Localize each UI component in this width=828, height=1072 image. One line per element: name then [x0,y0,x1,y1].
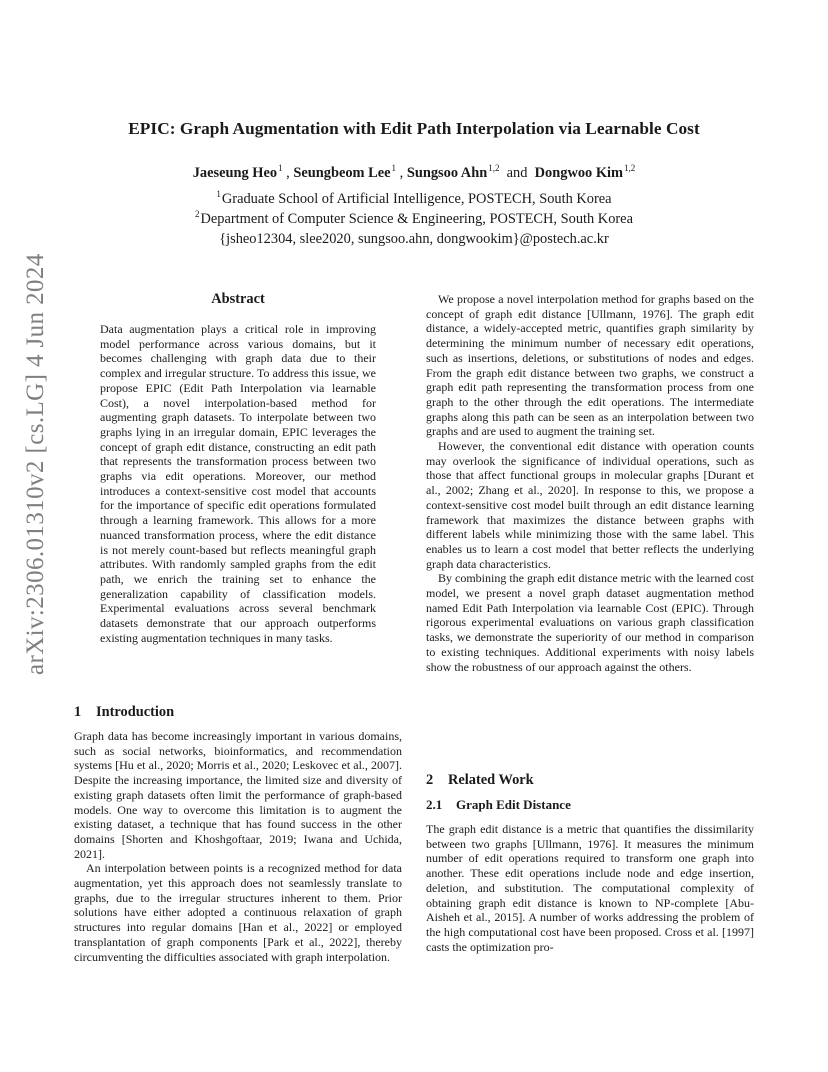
author-separator: , [396,165,407,181]
paragraph: An interpolation between points is a recognized method for data augmentation, yet this approach does not seamlessly translate to graphs, due to the irregular structures inherent to them. Prior solutions have either adopted a continuous relaxation of graph structures into regular domains [Han et al., 2022] or employed transplantation of graph components [Park et al., 2022], thereby circumventing the difficulties associated with graph interpolation. [74,861,402,964]
author-list [0,163,828,182]
paragraph: We propose a novel interpolation method for graphs based on the concept of graph edit distance [Ullmann, 1976]. The graph edit distance, a widely-accepted metric, quantifies graph similarity by determining the minimum number of necessary edit operations, such as insertions, deletions, or substitutions of nodes and edges. From the graph edit distance between two graphs, we construct a graph edit path representing the transformation process from one graph to the other through the edit operations. The intermediate graphs along this path can be seen as an interpolation between two graphs and are used to augment the training set. [426,292,754,439]
author-name: Seungbeom Lee [293,165,391,181]
author-and: and [506,165,528,181]
affiliation-text: Department of Computer Science & Engineering, POSTECH, South Korea [200,211,633,227]
author-name: Sungsoo Ahn [406,165,488,181]
arxiv-identifier: arXiv:2306.01310v2 [cs.LG] 4 Jun 2024 [22,253,49,675]
paragraph: However, the conventional edit distance with operation counts may overlook the significance of individual operations, such as those that affect functional groups in molecular graphs [Durant et al., 2002; Zhang et al., 2020]. In response to this, we propose a context-sensitive cost model built through an edit distance learning framework that maximizes the distance between graphs with different labels while minimizing those with the same label. This enables us to learn a cost model that better reflects the underlying graph data characteristics. [426,439,754,571]
abstract-heading: Abstract [211,291,265,307]
affiliation [0,209,828,228]
author-separator: , [282,165,294,181]
subsection-heading-graph-edit-distance [426,797,571,813]
author-affil-mark: 1 [391,163,397,173]
author-affil-mark: 1 [278,163,283,173]
email-text: {jsheo12304, slee2020, sungsoo.ahn, dongwookim}@postech.ac.kr [219,231,609,247]
introduction-left-column [74,729,402,964]
affiliation-text: Graduate School of Artificial Intelligence, POSTECH, South Korea [221,191,612,207]
subsection-number: 2.1 [426,797,443,812]
section-title: Related Work [448,772,534,788]
paper-title: EPIC: Graph Augmentation with Edit Path Interpolation via Learnable Cost [128,119,700,138]
paragraph: The graph edit distance is a metric that quantifies the dissimilarity between two graphs [Ullmann, 1976]. It measures the minimum number of edit operations required to transform one graph into another. These edit operations include node and edge insertion, deletion, and substitution. The computational complexity of obtaining graph edit distance is known to NP-complete [Abu-Aisheh et al., 2015]. A number of works addressing the problem of the high computational cost have been proposed. Cross et al. [1997] casts the optimization pro- [426,822,754,954]
right-column [426,292,754,674]
section-heading-related-work [426,772,534,789]
section-number: 1 [74,704,82,720]
affiliation [0,189,828,208]
author-affil-mark: 1,2 [624,163,636,173]
paragraph: Graph data has become increasingly important in various domains, such as social networks, bioinformatics, and recommendation systems [Hu et al., 2020; Morris et al., 2020; Leskovec et al., 2007]. Despite the increasing importance, the limited size and diversity of existing graph datasets often limit the performance of graph-based models. One way to overcome this limitation is to augment the existing dataset, a technique that has found success in the other domains [Shorten and Khoshgoftaar, 2019; Iwana and Uchida, 2021]. [74,729,402,861]
section-number: 2 [426,772,434,788]
author-affil-mark: 1,2 [488,163,500,173]
affiliation-mark: 1 [216,189,221,199]
author-name: Jaeseung Heo [192,165,278,181]
subsection-title: Graph Edit Distance [456,797,571,812]
author-emails [0,231,828,248]
section-heading-introduction [74,704,174,721]
paragraph: By combining the graph edit distance metric with the learned cost model, we present a novel graph dataset augmentation method named Edit Path Interpolation via learnable Cost (EPIC). Through rigorous experimental evaluations on various graph classification tasks, we demonstrate the superiority of our method in comparison to existing techniques. Additional experiments with noisy labels show the robustness of our approach against the others. [426,571,754,674]
affiliation-mark: 2 [195,209,200,219]
section-title: Introduction [96,704,175,720]
related-work-text [426,822,754,954]
author-name: Dongwoo Kim [534,165,624,181]
abstract-text: Data augmentation plays a critical role in improving model performance across various domains, but it becomes challenging with graph data due to their complex and irregular structure. To address this issue, we propose EPIC (Edit Path Interpolation via learnable Cost), a novel interpolation-based method for augmenting graph datasets. To interpolate between two graphs lying in an irregular domain, EPIC leverages the concept of graph edit distance, constructing an edit path that represents the transformation process between two graphs via edit operations. Moreover, our method introduces a context-sensitive cost model that accounts for the importance of specific edit operations formulated through a learning framework. This allows for a more nuanced transformation process, where the edit distance is not merely count-based but reflects meaningful graph attributes. With randomly sampled graphs from the edit path, we enrich the training set to enhance the generalization capability of classification models. Experimental evaluations across several benchmark datasets demonstrate that our approach outperforms existing augmentation techniques in many tasks. [100,322,376,645]
